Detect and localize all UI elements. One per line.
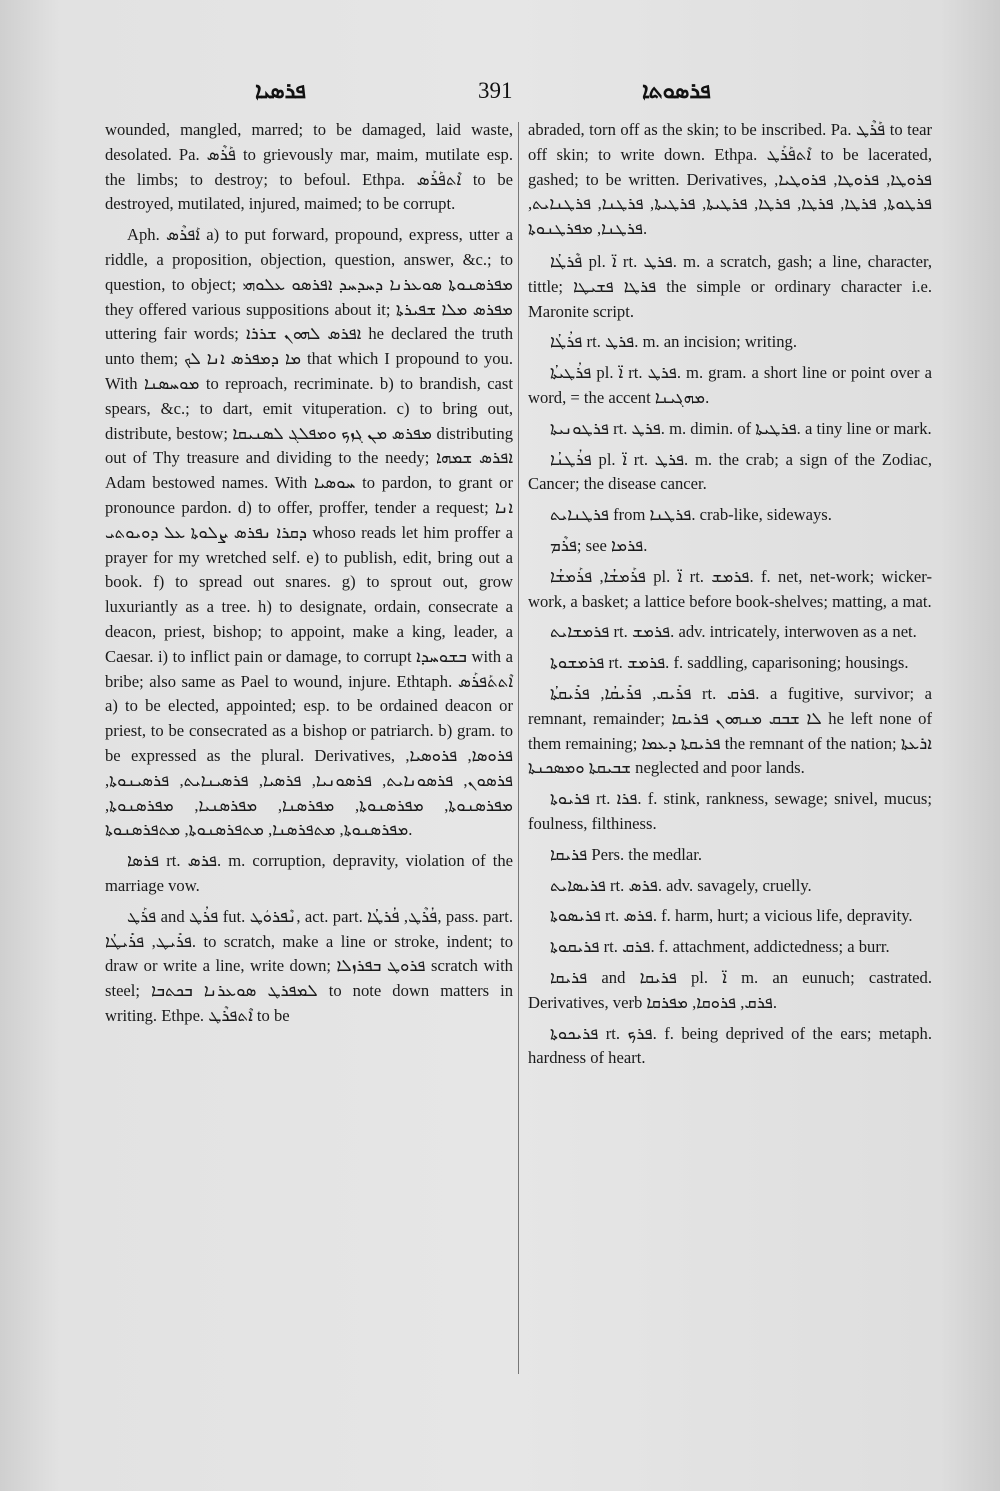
column-divider	[518, 122, 519, 1374]
entry-paragraph: ܦܪܝܩܘܬܐ rt. ܦܪܩ. f. attachment, addictedness; a burr.	[550, 937, 890, 957]
entry-paragraph: Aph. ܐܰܦܪܶܣ a) to put forward, propound, express, utter a riddle, a proposition, objection, question, answer, &c.; to question, to object; ܡܦܪܣܢܘܬܐ ܣܘܥܪܢܐ ܕܚܕܚܕ ܐܦܪܣܘ ܥܠܘܗܝ they offered various suppositions about it; ܡܦܪܣ ܡܠܐ ܫܦܝܪܬܐ uttering fair words; ܐܦܪܣ ܠܗܘܢ ܫܪܪܐ he declared the truth unto them; ܡܐ ܕܡܦܪܣ ܐܢܐ ܠܟ that which I propound to you. With ܡܘܚܣܢܐ to reproach, recriminate. b) to brandish, cast spears, &c.; to dart, emit vituperation. c) to bring out, distribute, bestow; ܡܦܪܣ ܡܢ ܓܙܟ ܘܡܦܠܓ ܠܣܢܝܩܐ distributing out of Thy treasure and dividing to the needy; ܐܦܪܣ ܫܡܗܐ Adam bestowed names. With ܚܘܣܝܐ to pardon, to grant or pronounce pardon. d) to offer, proffer, tender a request; ܐܢܐ ܕܩܪܐ ܢܦܪܣ ܨܠܘܬܐ ܥܠ ܕܘܝܘܬܝ whoso reads let him proffer a prayer for my wretched self. e) to publish, edit, bring out a book. f) to spread out snares. g) to sprout out, grow luxuriantly as a tree. h) to designate, ordain, consecrate a deacon, priest, bishop; to appoint, make a king, leader, a Caesar. i) to inflict pain or damage, to corrupt ܒܫܘܚܕܐ with a bribe; also same as Pael to wound, injure. Ethtaph. ܐܶܬܬܰܦܪܰܣ a) to be elected, appointed; esp. to be ordained deacon or priest, to be consecrated as a bishop or patriarch. b) gram. to be expressed as the plural. Derivatives, ܦܪܘܣܐ, ܦܪܘܣܝܐ, ܦܪܣܘܢ, ܦܪܣܘܢܐܝܬ, ܦܪܣܘܢܝܐ, ܦܪܣܝܐ, ܦܪܣܝܢܐܝܬ, ܦܪܣܝܢܘܬܐ, ܡܦܪܣܢܘܬܐ, ܡܦܪܣܢܘܬܐ, ܡܦܪܣܢܐ, ܡܦܪܣܢܝܐ, ܡܦܪܣܢܘܬܐ, ܡܦܪܣܢܘܬܐ, ܡܬܦܪܣܢܐ, ܡܬܦܪܣܢܘܬܐ, ܡܬܦܪܣܢܘܬܐ.	[105, 225, 514, 840]
page-header	[0, 72, 1000, 112]
entry-paragraph: ܦܪܰܡܫܳܐ, ܦܪܰܡܫܳܐ pl. ܐ̈ rt. ܦܪܡܫ. f. net, net-work; wicker-work, a basket; a lattice before book-shelves; matting, a mat.	[528, 566, 932, 611]
entry-paragraph: ܦܪܝܣܐܝܬ rt. ܦܪܣ. adv. savagely, cruelly.	[550, 875, 812, 895]
page-number: 391	[478, 78, 513, 103]
entry-paragraph: ܦܪܝܣܘܬܐ rt. ܦܪܣ. f. harm, hurt; a vicious life, depravity.	[550, 906, 913, 926]
entry-paragraph: ܦܶܪܛܳܐ pl. ܐ̈ rt. ܦܪܛ. m. a scratch, gash; a line, character, tittle; ܦܪܛܐ ܦܫܝܛܐ the simple or ordinary character i.e. Maronite script.	[528, 251, 932, 321]
entry-paragraph: abraded, torn off as the skin; to be inscribed. Pa. ܦܰܪܶܛ to tear off skin; to write down. Ethpa. ܐܶܬܦܰܪܰܛ to be lacerated, gashed; to be written. Derivatives, ܦܪܘܛܐ, ܦܪܘܛܐ, ܦܪܘܛܝܐ, ܦܪܛܘܬܐ, ܦܪܛܐ, ܦܪܛܐ, ܦܪܛܐ, ܦܪܛܝܬܐ, ܦܪܛܝܬܐ, ܦܪܛܢܐ, ܦܪܛܢܐܝܬ, ܦܪܛܢܐ, ܡܦܪܛܢܘܬܐ.	[528, 120, 933, 239]
entry-paragraph: ܦܪܳܛܢܳܐ pl. ܐ̈ rt. ܦܪܛ. m. the crab; a sign of the Zodiac, Cancer; the disease cancer.	[528, 449, 932, 494]
entry-paragraph: ܦܪܶܡ; see ܦܪܡܐ.	[550, 535, 648, 555]
header-right-word: ܦܪܣܘܬܐ	[642, 78, 711, 103]
left-column	[105, 118, 513, 1035]
entry-paragraph: ܦܪܺܝܩ, ܦܪܺܝܩܳܐ, ܦܪܺܝܩܬܳܐ rt. ܦܪܩ. a fugitive, survivor; a remnant, remainder; ܠܐ ܫܒܩ ܡܢܗܘܢ ܦܪܝܩܐ he left none of them remaining; ܦܪܝܩܬܐ ܕܥܡܐ the remnant of the nation; ܐܪܥܬܐ ܫܒܝܩܬܐ ܘܡܣܟܢܬܐ neglected and poor lands.	[528, 683, 932, 778]
entry-paragraph: ܦܪܡܫܘܬܐ rt. ܦܪܡܫ. f. saddling, caparisoning; housings.	[550, 653, 909, 673]
entry-paragraph: ܦܪܣܐ rt. ܦܪܣ. m. corruption, depravity, violation of the marriage vow.	[105, 851, 513, 895]
entry-paragraph: ܦܪܳܛܝܬܳܐ pl. ܐ̈ rt. ܦܪܛ. m. gram. a short line or point over a word, = the accent ܡܗܓܝܢܐ.	[528, 363, 932, 407]
entry-paragraph: ܦܪܳܛܳܐ rt. ܦܪܛ. m. an incision; writing.	[550, 332, 797, 352]
entry-paragraph: ܦܪܝܩܐ Pers. the medlar.	[550, 844, 702, 864]
right-column	[528, 118, 932, 1077]
entry-paragraph: ܦܪܛܢܐܝܬ from ܦܪܛܢܐ. crab-like, sideways.	[550, 505, 832, 525]
entry-paragraph: ܦܪܝܘܬܐ rt. ܦܪܐ. f. stink, rankness, sewage; snivel, mucus; foulness, filthiness.	[528, 789, 932, 833]
header-left-word: ܦܪܣܝܐ	[255, 78, 306, 103]
entry-paragraph: ܦܪܝܟܘܬܐ rt. ܦܪܟ. f. being deprived of the ears; metaph. hardness of heart.	[528, 1023, 932, 1068]
entry-paragraph: ܦܪܡܫܐܝܬ rt. ܦܪܡܫ. adv. intricately, interwoven as a net.	[550, 622, 917, 642]
entry-paragraph: ܦܪܝܩܐ and ܦܪܝܩܐ pl. ܐ̈ m. an eunuch; castrated. Derivatives, verb ܦܪܩ, ܦܪܘܩܐ, ܡܦܪܩܐ.	[528, 967, 932, 1012]
entry-paragraph: ܦܪܛܘܢܝܬܐ rt. ܦܪܛ. m. dimin. of ܦܪܛܝܬܐ. a tiny line or mark.	[550, 418, 932, 438]
entry-paragraph: wounded, mangled, marred; to be damaged, laid waste, desolated. Pa. ܦܰܪܶܣ to grievously mar, maim, mutilate esp. the limbs; to destroy; to befoul. Ethpa. ܐܶܬܦܰܪܰܣ to be destroyed, mutilated, injured, maimed; to be corrupt.	[105, 120, 513, 214]
entry-paragraph: ܦܪܰܛ and ܦܪܳܛ fut. ܢܶܦܪܘܿܛ, act. part. ܦܳܪܶܛ, ܦܳܪܛܳܐ, pass. part. ܦܪܺܝܛ, ܦܪܺܝܛܳܐ. to scratch, make a line or stroke, indent; to draw or write a line, write down; ܦܪܘܛ ܒܦܪܙܠܐ scratch with steel; ܠܡܦܪܛ ܣܘܥܪܢܐ ܒܟܬܒܐ to note down matters in writing. Ethpe. ܐܶܬܦܪܶܛ to be	[105, 906, 514, 1025]
